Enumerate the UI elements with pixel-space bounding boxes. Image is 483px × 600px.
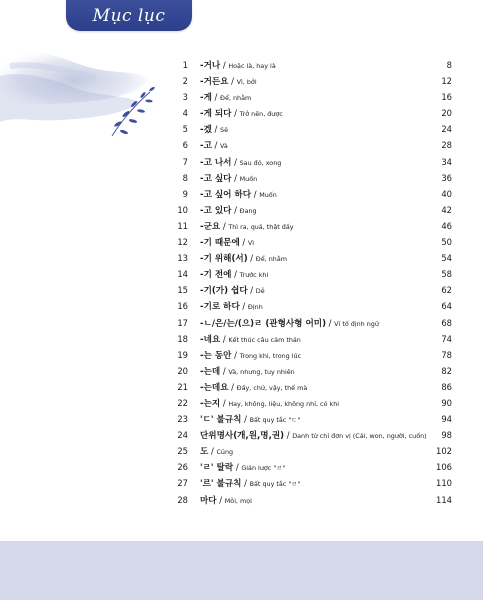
toc-entry-korean: -고	[200, 141, 212, 152]
toc-entry-number: 27	[177, 478, 188, 489]
toc-entry-separator: /	[284, 430, 293, 441]
toc-entry	[200, 443, 233, 460]
toc-entry-korean: -게 되다	[200, 109, 232, 120]
toc-entry-korean: 도	[200, 447, 209, 458]
toc-entry-page: 64	[441, 301, 452, 312]
toc-entry-korean: 'ㄷ' 불규칙	[200, 415, 242, 426]
toc-entry-separator: /	[251, 188, 260, 199]
toc-entry-number: 7	[182, 156, 188, 167]
toc-row	[172, 57, 452, 73]
toc-entry	[200, 121, 228, 138]
toc-entry	[200, 331, 301, 348]
toc-row	[172, 298, 452, 314]
toc-entry-separator: /	[231, 108, 240, 119]
toc-title: Mục lục	[92, 5, 166, 26]
toc-entry-number: 1	[182, 60, 188, 70]
toc-entry-separator: /	[211, 92, 221, 103]
toc-entry	[200, 170, 257, 187]
toc-entry	[200, 298, 263, 315]
toc-entry-separator: /	[220, 220, 229, 231]
toc-entry-page: 46	[441, 220, 452, 231]
toc-entry-separator: /	[208, 446, 217, 457]
toc-entry-page: 36	[441, 172, 452, 183]
toc-entry-separator: /	[326, 317, 335, 328]
toc-entry-page: 114	[436, 494, 452, 505]
toc-entry-separator: /	[211, 124, 221, 135]
toc-entry-korean: -는데	[200, 366, 221, 377]
toc-entry-vietnamese: Bất quy tắc "ㄹ"	[249, 480, 301, 489]
toc-entry-vietnamese: Muốn	[259, 190, 277, 199]
watercolor-branch-decoration	[0, 36, 170, 156]
toc-entry-separator: /	[231, 349, 240, 360]
toc-entry-korean: -기(가) 쉽다	[200, 286, 248, 297]
toc-entry-vietnamese: Định	[247, 303, 263, 312]
toc-row	[172, 266, 452, 282]
toc-row	[172, 315, 452, 331]
toc-entry-korean: -고 싶다	[200, 173, 232, 184]
toc-entry-page: 82	[441, 365, 452, 376]
toc-entry-vietnamese: Và	[220, 142, 228, 151]
toc-row	[172, 137, 452, 153]
toc-row	[172, 492, 452, 508]
toc-row	[172, 89, 452, 105]
toc-entry-page: 12	[441, 76, 452, 87]
toc-entry-separator: /	[220, 60, 229, 70]
toc-entry-page: 58	[441, 269, 452, 280]
toc-row	[172, 395, 452, 411]
toc-entry-korean: -군요	[200, 221, 221, 232]
toc-entry-vietnamese: Cũng	[216, 448, 234, 457]
toc-entry	[200, 105, 283, 122]
toc-entry	[200, 475, 300, 492]
toc-row	[172, 411, 452, 427]
toc-entry-vietnamese: Đấy, chứ, vậy, thế mà	[236, 383, 308, 392]
toc-entry-korean: -기 때문에	[200, 238, 240, 249]
toc-entry-number: 28	[177, 494, 188, 505]
toc-entry-page: 24	[441, 124, 452, 135]
toc-row	[172, 234, 452, 250]
toc-entry-number: 24	[177, 430, 188, 441]
toc-entry-number: 14	[177, 269, 188, 280]
toc-entry-number: 3	[182, 92, 188, 103]
toc-entry-vietnamese: Bất quy tắc "ㄷ"	[249, 416, 301, 425]
toc-entry-number: 26	[177, 462, 188, 473]
toc-row	[172, 105, 452, 121]
toc-entry-separator: /	[239, 301, 248, 312]
toc-entry-separator: /	[220, 333, 229, 344]
toc-entry	[200, 427, 427, 444]
toc-entry-korean: '르' 불규칙	[200, 479, 242, 490]
toc-row	[172, 331, 452, 347]
toc-entry-separator: /	[247, 253, 256, 264]
toc-entry	[200, 89, 251, 106]
toc-entry-number: 15	[177, 285, 188, 296]
toc-entry-page: 102	[436, 446, 452, 457]
toc-entry-vietnamese: Thì ra, quá, thật đấy	[228, 222, 294, 231]
toc-entry-page: 110	[436, 478, 452, 489]
toc-entry-korean: -게	[200, 93, 212, 104]
toc-entry-number: 10	[177, 204, 188, 215]
toc-entry-separator: /	[220, 397, 229, 408]
toc-entry	[200, 492, 252, 509]
toc-row	[172, 170, 452, 186]
toc-entry-vietnamese: Giản lược "ㄹ"	[241, 464, 286, 473]
toc-entry	[200, 282, 265, 299]
toc-entry-page: 86	[441, 381, 452, 392]
toc-entry	[200, 154, 281, 171]
toc-entry	[200, 395, 339, 412]
toc-entry-page: 40	[441, 188, 452, 199]
toc-entry-separator: /	[220, 365, 229, 376]
toc-entry-korean: 단위명사(개,원,명,권)	[200, 431, 285, 442]
toc-entry-separator: /	[231, 172, 240, 183]
toc-entry-vietnamese: Dễ	[255, 287, 265, 296]
toc-entry-korean: 'ㄹ' 탈락	[200, 463, 234, 474]
toc-row	[172, 379, 452, 395]
toc-entry-page: 78	[441, 349, 452, 360]
toc-entry-number: 17	[177, 317, 188, 328]
toc-entry-vietnamese: Sau đó, xong	[239, 158, 282, 167]
toc-entry-korean: -기 전에	[200, 270, 232, 281]
toc-row	[172, 121, 452, 137]
toc-entry-vietnamese: Vì, bởi	[236, 78, 257, 87]
toc-entry-vietnamese: Để, nhằm	[255, 255, 287, 264]
toc-entry-vietnamese: Sẽ	[220, 126, 229, 135]
toc-entry-page: 106	[436, 462, 452, 473]
toc-entry	[200, 202, 257, 219]
toc-entry-vietnamese: Hay, không, liệu, không nhỉ, có khi	[228, 399, 340, 408]
toc-entry-page: 90	[441, 397, 452, 408]
toc-entry-page: 54	[441, 253, 452, 264]
toc-entry-korean: -네요	[200, 334, 221, 345]
toc-entry-korean: -기 위해(서)	[200, 254, 248, 265]
toc-entry-vietnamese: Và, nhưng, tuy nhiên	[228, 367, 295, 376]
toc-entry-number: 4	[182, 108, 188, 119]
toc-entry-page: 42	[441, 204, 452, 215]
toc-entry-vietnamese: Kết thúc câu cảm thán	[228, 335, 301, 344]
toc-title-tab	[66, 0, 192, 31]
toc-entry-number: 9	[182, 188, 188, 199]
toc-entry-korean: -고 싶어 하다	[200, 189, 252, 200]
toc-entry-vietnamese: Vĩ tố định ngữ	[334, 319, 379, 328]
toc-entry-korean: -ㄴ/은/는/(으)ㄹ (관형사형 어미)	[200, 318, 326, 329]
toc-entry-separator: /	[239, 237, 248, 248]
toc-row	[172, 73, 452, 89]
toc-entry-number: 20	[177, 365, 188, 376]
toc-entry-page: 34	[441, 156, 452, 167]
toc-entry-separator: /	[216, 494, 225, 505]
toc-entry-korean: -고 나서	[200, 157, 232, 168]
toc-entry-vietnamese: Vì	[247, 239, 255, 248]
toc-entry-vietnamese: Trước khi	[239, 271, 269, 280]
toc-entry-number: 12	[177, 237, 188, 248]
toc-entry-number: 8	[182, 172, 188, 183]
toc-entry-korean: -거나	[200, 61, 221, 71]
toc-row	[172, 186, 452, 202]
toc-entry-separator: /	[231, 156, 240, 167]
toc-row	[172, 459, 452, 475]
toc-entry	[200, 459, 285, 476]
toc-entry-vietnamese: Đang	[239, 206, 257, 215]
toc-entry-korean: -기로 하다	[200, 302, 240, 313]
toc-entry-page: 94	[441, 414, 452, 425]
toc-entry-separator: /	[228, 76, 237, 87]
toc-entry-separator: /	[211, 140, 221, 151]
toc-row	[172, 347, 452, 363]
toc-entry-number: 18	[177, 333, 188, 344]
toc-entry-vietnamese: Muốn	[239, 174, 258, 183]
toc-row	[172, 363, 452, 379]
toc-entry-separator: /	[228, 381, 237, 392]
toc-entry	[200, 411, 300, 428]
toc-entry-korean: -거든요	[200, 77, 229, 88]
toc-row	[172, 475, 452, 491]
toc-entry-number: 2	[182, 76, 188, 87]
toc-entry	[200, 363, 295, 380]
toc-entry-vietnamese: Trong khi, trong lúc	[239, 351, 302, 360]
toc-row	[172, 218, 452, 234]
toc-entry-separator: /	[241, 414, 250, 425]
toc-row	[172, 154, 452, 170]
toc-entry-vietnamese: Danh từ chỉ đơn vị (Cái, won, người, cuốn)	[292, 432, 427, 441]
toc-entry-page: 68	[441, 317, 452, 328]
toc-entry-separator: /	[233, 462, 242, 473]
toc-entry-page: 28	[441, 140, 452, 151]
toc-entry-separator: /	[231, 269, 240, 280]
toc-entry-number: 6	[182, 140, 188, 151]
toc-entry-page: 74	[441, 333, 452, 344]
toc-entry	[200, 266, 268, 283]
toc-entry	[200, 137, 228, 154]
toc-entry-korean: -는지	[200, 398, 221, 409]
toc-entry	[200, 57, 276, 74]
toc-entry-number: 25	[177, 446, 188, 457]
toc-entry	[200, 347, 301, 364]
toc-entry-page: 16	[441, 92, 452, 103]
toc-entry-number: 22	[177, 397, 188, 408]
toc-entry-number: 11	[177, 220, 188, 231]
toc-entry-korean: -고 있다	[200, 205, 232, 216]
toc-entry	[200, 379, 307, 396]
toc-entry	[200, 250, 287, 267]
toc-row	[172, 250, 452, 266]
toc-entry	[200, 315, 379, 332]
toc-entry	[200, 218, 294, 235]
toc-entry-korean: -는 동안	[200, 350, 232, 361]
toc-entry	[200, 186, 277, 203]
toc-entry-number: 23	[177, 414, 188, 425]
toc-entry	[200, 234, 254, 251]
toc-entry-vietnamese: Để, nhằm	[220, 94, 252, 103]
toc-row	[172, 427, 452, 443]
toc-row	[172, 202, 452, 218]
toc-entry-page: 98	[441, 430, 452, 441]
toc-entry-number: 13	[177, 253, 188, 264]
footer-band	[0, 541, 483, 600]
toc-entry-separator: /	[241, 478, 250, 489]
toc-entry	[200, 73, 257, 90]
toc-entry-number: 16	[177, 301, 188, 312]
toc-entry-page: 62	[441, 285, 452, 296]
toc-entry-page: 50	[441, 237, 452, 248]
table-of-contents	[172, 57, 452, 508]
toc-entry-korean: -는데요	[200, 382, 229, 393]
toc-entry-number: 5	[182, 124, 188, 135]
toc-entry-page: 8	[446, 60, 452, 70]
toc-entry-vietnamese: Trở nên, được	[239, 110, 283, 119]
toc-entry-number: 21	[177, 381, 188, 392]
toc-entry-korean: 마다	[200, 495, 217, 506]
toc-entry-number: 19	[177, 349, 188, 360]
toc-entry-korean: -겠	[200, 125, 212, 136]
toc-row	[172, 282, 452, 298]
toc-row	[172, 443, 452, 459]
toc-entry-vietnamese: Mỗi, mọi	[224, 496, 252, 505]
toc-entry-vietnamese: Hoặc là, hay là	[228, 62, 276, 70]
toc-entry-separator: /	[231, 204, 240, 215]
toc-entry-page: 20	[441, 108, 452, 119]
toc-entry-separator: /	[247, 285, 256, 296]
